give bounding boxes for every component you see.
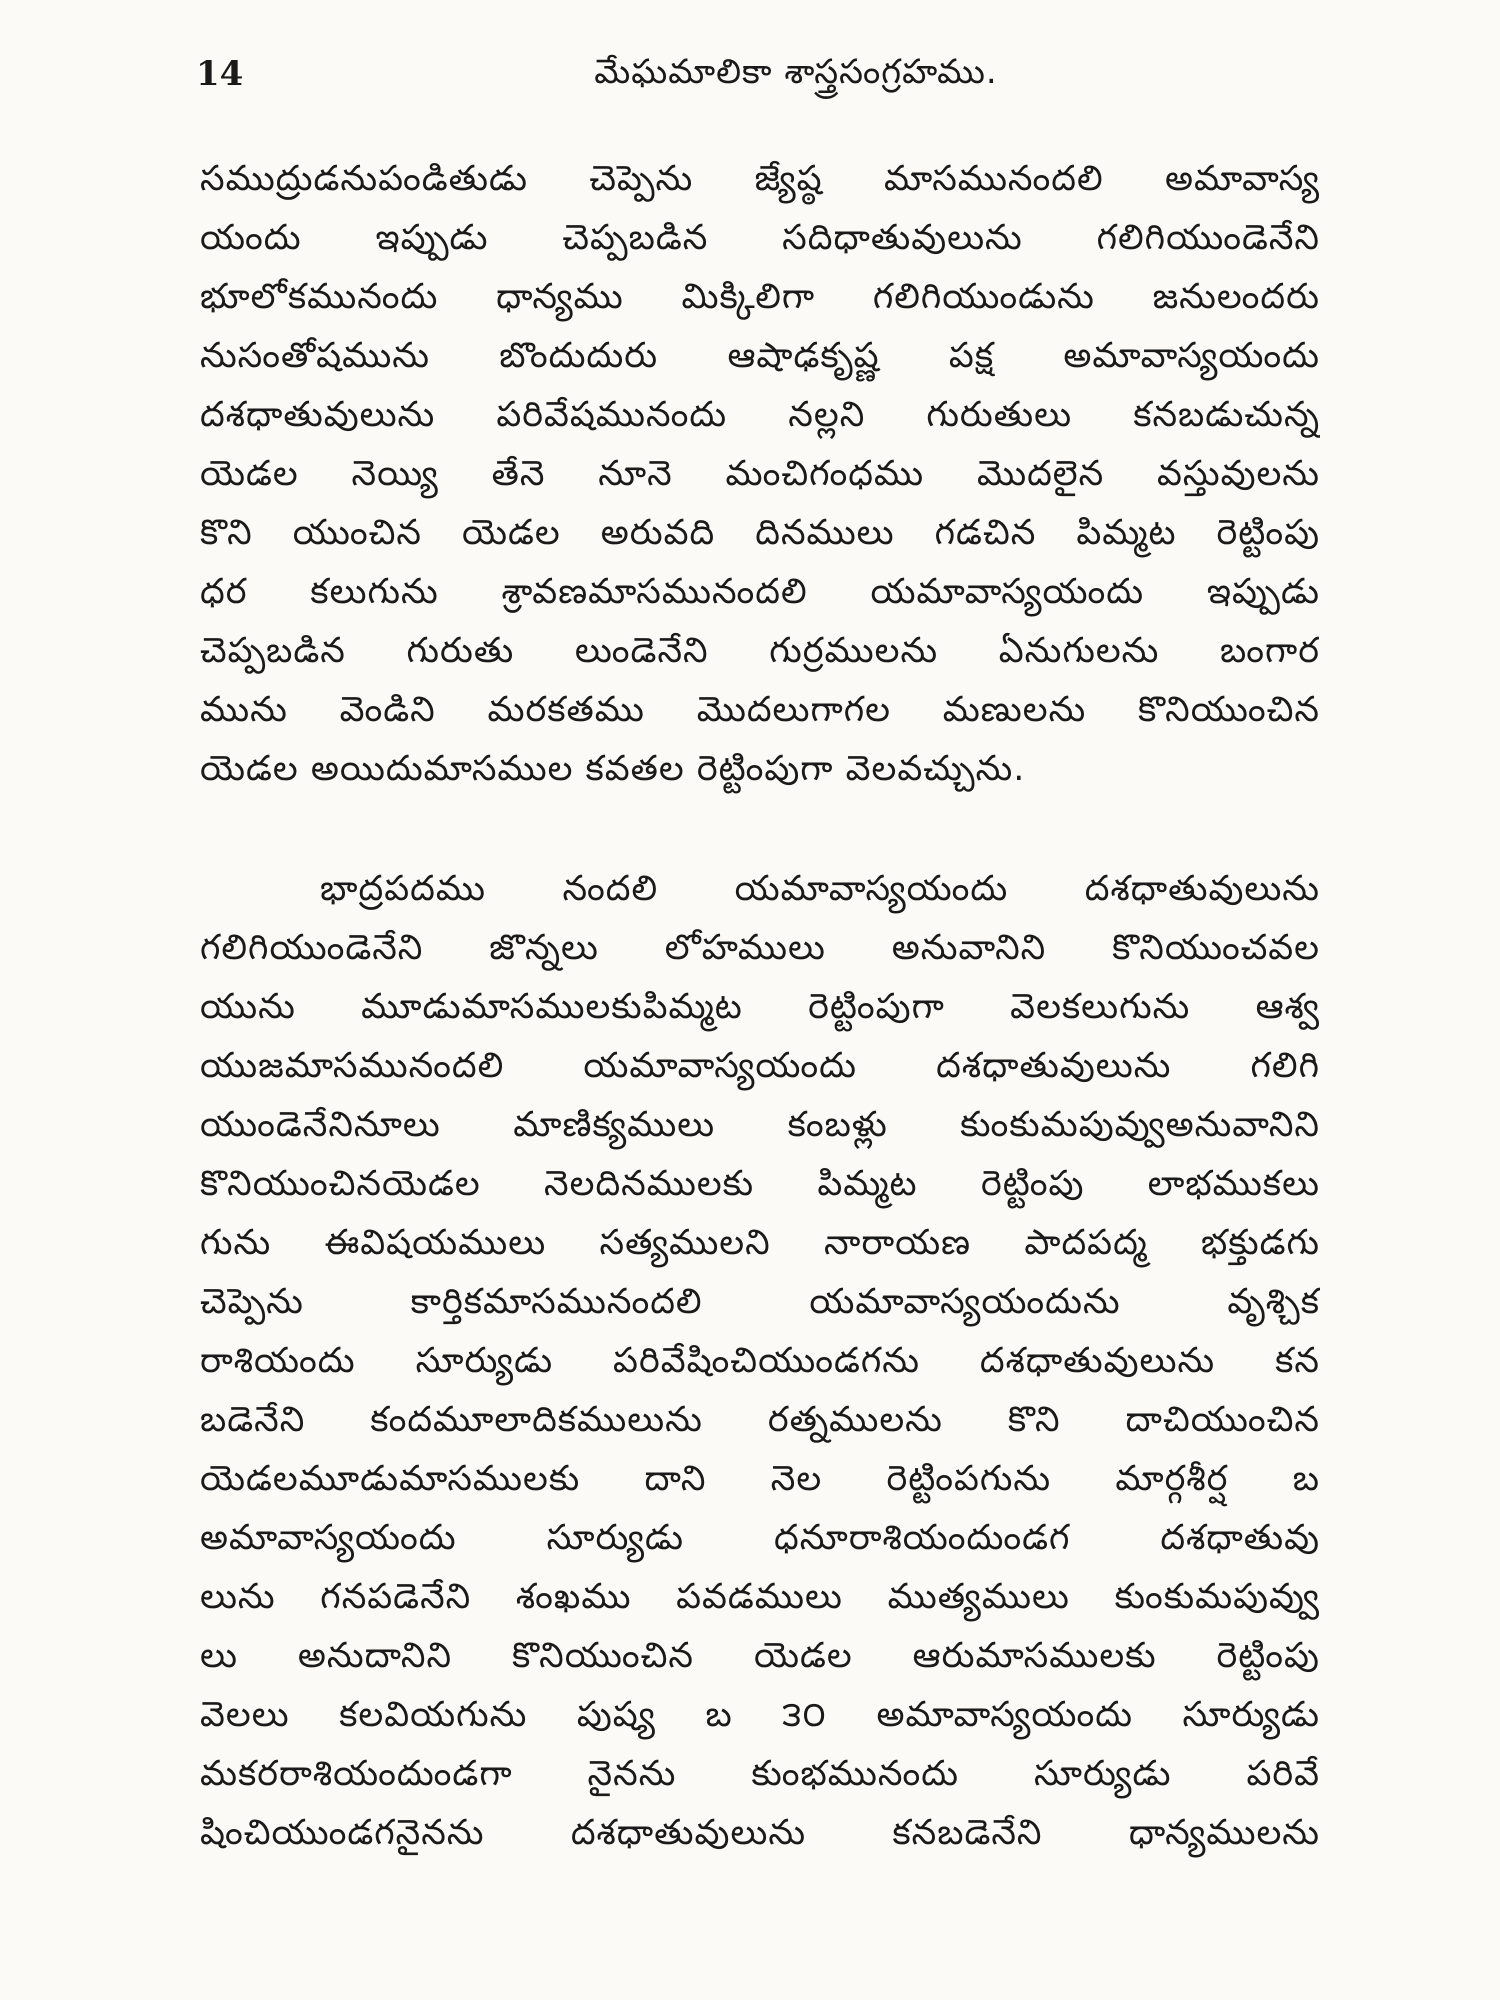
text-line: చెప్పెను కార్తికమాసమునందలి యమావాస్యయందును వృశ్చిక bbox=[200, 1282, 1320, 1322]
text-line: షించియుండగనైనను దశధాతువులును కనబడెనేని ధాన్యములను bbox=[200, 1813, 1320, 1853]
text-line: యును మూడుమాసములకుపిమ్మట రెట్టింపుగా వెలకలుగును ఆశ్వ bbox=[200, 987, 1320, 1027]
text-line: యెడల అయిదుమాసముల కవతల రెట్టింపుగా వెలవచ్చును. bbox=[200, 749, 1026, 789]
text-line: భాద్రపదము నందలి యమావాస్యయందు దశధాతువులును bbox=[320, 869, 1320, 909]
text-line: కొనియుంచినయెడల నెలదినములకు పిమ్మట రెట్టింపు లాభముకలు bbox=[200, 1164, 1320, 1204]
text-line: లును గనపడెనేని శంఖము పవడములు ముత్యములు కుంకుమపువ్వు bbox=[200, 1577, 1320, 1617]
text-line: బడెనేని కందమూలాదికములును రత్నములను కొని దాచియుంచిన bbox=[200, 1400, 1320, 1440]
text-line: గలిగియుండెనేని జొన్నలు లోహములు అనువానిని కొనియుంచవల bbox=[200, 928, 1320, 968]
text-line: కొని యుంచిన యెడల అరువది దినములు గడచిన పిమ్మట రెట్టింపు bbox=[200, 513, 1320, 553]
page-number: 14 bbox=[196, 54, 244, 94]
text-line: దశధాతువులును పరివేషమునందు నల్లని గురుతులు కనబడుచున్న bbox=[200, 395, 1320, 435]
text-line: మకరరాశియందుండగా నైనను కుంభమునందు సూర్యుడు పరివే bbox=[200, 1754, 1320, 1794]
text-line: యెడల నెయ్యి తేనె నూనె మంచిగంధము మొదలైన వస్తువులను bbox=[200, 454, 1320, 494]
text-line: యెడలమూడుమాసములకు దాని నెల రెట్టింపగును మార్గశీర్ష బ bbox=[200, 1459, 1320, 1499]
text-line: లు అనుదానిని కొనియుంచిన యెడల ఆరుమాసములకు రెట్టింపు bbox=[200, 1636, 1320, 1676]
text-line: మును వెండిని మరకతము మొదలుగాగల మణులను కొనియుంచిన bbox=[200, 690, 1320, 730]
text-line: రాశియందు సూర్యుడు పరివేషించియుండగను దశధాతువులును కన bbox=[200, 1341, 1320, 1381]
text-line: చెప్పబడిన గురుతు లుండెనేని గుర్రములను ఏనుగులను బంగార bbox=[200, 631, 1320, 671]
text-line: యుజమాసమునందలి యమావాస్యయందు దశధాతువులును గలిగి bbox=[200, 1046, 1320, 1086]
text-line: అమావాస్యయందు సూర్యుడు ధనూరాశియందుండగ దశధాతువు bbox=[200, 1518, 1320, 1558]
text-line: వెలలు కలవియగును పుష్య బ ౩౦ అమావాస్యయందు సూర్యుడు bbox=[200, 1695, 1320, 1735]
text-line: భూలోకమునందు ధాన్యము మిక్కిలిగా గలిగియుండును జనులందరు bbox=[200, 277, 1320, 317]
text-line: నుసంతోషమును బొందుదురు ఆషాఢకృష్ణ పక్ష అమావాస్యయందు bbox=[200, 336, 1320, 376]
text-line: గును ఈవిషయములు సత్యములని నారాయణ పాదపద్మ భక్తుడగు bbox=[200, 1223, 1320, 1263]
text-line: సముద్రుడనుపండితుడు చెప్పెను జ్యేష్ఠ మాసమునందలి అమావాస్య bbox=[200, 159, 1320, 199]
text-line: ధర కలుగును శ్రావణమాసమునందలి యమావాస్యయందు ఇప్పుడు bbox=[200, 572, 1320, 612]
page-header bbox=[196, 48, 1326, 108]
paragraph-2 bbox=[200, 860, 1320, 1863]
running-title: మేఘమాలికా శాస్త్రసంగ్రహము. bbox=[594, 52, 998, 92]
text-line: యందు ఇప్పుడు చెప్పబడిన సదిధాతువులును గలిగియుండెనేని bbox=[200, 218, 1320, 258]
text-line: యుండెనేనినూలు మాణిక్యములు కంబళ్లు కుంకుమపువ్వుఅనువానిని bbox=[200, 1105, 1320, 1145]
paragraph-1 bbox=[200, 150, 1320, 799]
